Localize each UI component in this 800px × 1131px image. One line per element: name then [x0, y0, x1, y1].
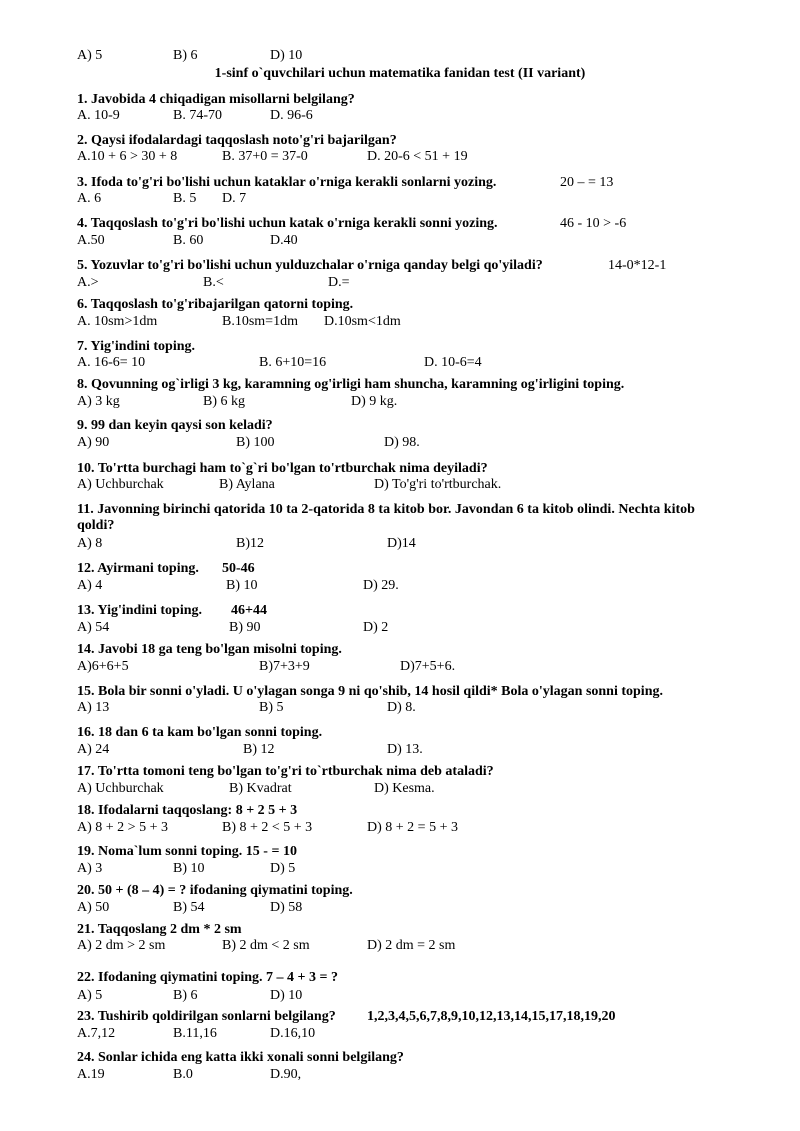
q1-option-a: A. 10-9 [77, 108, 120, 123]
q2-option-b: B. 37+0 = 37-0 [222, 149, 308, 164]
q3-option-a: A. 6 [77, 191, 102, 206]
q10-option-d: D) To'g'ri to'rtburchak. [374, 477, 502, 492]
q11-option-a: A) 8 [77, 536, 103, 551]
question-13: 13. Yig'indini toping. [77, 603, 203, 618]
q20-option-a: A) 50 [77, 900, 110, 915]
q10-option-b: B) Aylana [219, 477, 275, 492]
q14-option-b: B)7+3+9 [259, 659, 310, 674]
q1-option-d: D. 96-6 [270, 108, 313, 123]
q14-option-a: A)6+6+5 [77, 659, 129, 674]
question-1: 1. Javobida 4 chiqadigan misollarni belgilang? [77, 92, 355, 107]
question-16: 16. 18 dan 6 ta kam bo'lgan sonni toping. [77, 725, 323, 740]
q3-option-b: B. 5 [173, 191, 197, 206]
top-option-a: A) 5 [77, 48, 103, 63]
q21-option-d: D) 2 dm = 2 sm [367, 938, 456, 953]
q23-option-d: D.16,10 [270, 1026, 316, 1041]
q10-option-a: A) Uchburchak [77, 477, 164, 492]
q23-sequence: 1,2,3,4,5,6,7,8,9,10,12,13,14,15,17,18,19,20 [367, 1009, 616, 1024]
q13-option-b: B) 90 [229, 620, 261, 635]
q2-option-d: D. 20-6 < 51 + 19 [367, 149, 468, 164]
question-17: 17. To'rtta tomoni teng bo'lgan to'g'ri to`rtburchak nima deb ataladi? [77, 764, 494, 779]
q18-option-a: A) 8 + 2 > 5 + 3 [77, 820, 168, 835]
q7-option-b: B. 6+10=16 [259, 355, 327, 370]
q15-option-d: D) 8. [387, 700, 416, 715]
q12-option-a: A) 4 [77, 578, 103, 593]
q22-option-d: D) 10 [270, 988, 303, 1003]
question-2: 2. Qaysi ifodalardagi taqqoslash noto'g'ri bajarilgan? [77, 133, 397, 148]
q19-option-d: D) 5 [270, 861, 296, 876]
q20-option-b: B) 54 [173, 900, 205, 915]
q17-option-a: A) Uchburchak [77, 781, 164, 796]
q13-option-d: D) 2 [363, 620, 389, 635]
q19-option-b: B) 10 [173, 861, 205, 876]
q1-option-b: B. 74-70 [173, 108, 222, 123]
q5-expression: 14-0*12-1 [608, 258, 667, 273]
q7-option-d: D. 10-6=4 [424, 355, 482, 370]
question-24: 24. Sonlar ichida eng katta ikki xonali sonni belgilang? [77, 1050, 404, 1065]
q14-option-d: D)7+5+6. [400, 659, 456, 674]
q3-option-d: D. 7 [222, 191, 247, 206]
q15-option-b: B) 5 [259, 700, 284, 715]
q8-option-b: B) 6 kg [203, 394, 245, 409]
question-15: 15. Bola bir sonni o'yladi. U o'ylagan songa 9 ni qo'shib, 14 hosil qildi* Bola o'ylagan sonni toping. [77, 684, 663, 699]
question-3: 3. Ifoda to'g'ri bo'lishi uchun kataklar o'rniga kerakli sonlarni yozing. [77, 175, 497, 190]
q19-option-a: A) 3 [77, 861, 103, 876]
q22-option-b: B) 6 [173, 988, 198, 1003]
question-6: 6. Taqqoslash to'g'ribajarilgan qatorni toping. [77, 297, 354, 312]
question-7: 7. Yig'indini toping. [77, 339, 196, 354]
q13-expression: 46+44 [231, 603, 267, 618]
q4-option-a: A.50 [77, 233, 105, 248]
question-8: 8. Qovunning og`irligi 3 kg, karamning og'irligi ham shuncha, karamning og'irligini toping. [77, 377, 625, 392]
q16-option-a: A) 24 [77, 742, 110, 757]
q18-option-b: B) 8 + 2 < 5 + 3 [222, 820, 313, 835]
q20-option-d: D) 58 [270, 900, 303, 915]
q5-option-a: A.> [77, 275, 99, 290]
question-22: 22. Ifodaning qiymatini toping. 7 – 4 + 3 = ? [77, 970, 339, 985]
q5-option-d: D.= [328, 275, 350, 290]
q9-option-b: B) 100 [236, 435, 275, 450]
q8-option-a: A) 3 kg [77, 394, 120, 409]
question-4: 4. Taqqoslash to'g'ri bo'lishi uchun katak o'rniga kerakli sonni yozing. [77, 216, 498, 231]
q17-option-d: D) Kesma. [374, 781, 435, 796]
q24-option-d: D.90, [270, 1067, 302, 1082]
question-18: 18. Ifodalarni taqqoslang: 8 + 2 5 + 3 [77, 803, 298, 818]
q17-option-b: B) Kvadrat [229, 781, 292, 796]
q23-option-a: A.7,12 [77, 1026, 116, 1041]
top-option-d: D) 10 [270, 48, 303, 63]
question-11: 11. Javonning birinchi qatorida 10 ta 2-qatorida 8 ta kitob bor. Javondan 6 ta kitob olindi. Nechta kitob qoldi? [77, 502, 695, 533]
q18-option-d: D) 8 + 2 = 5 + 3 [367, 820, 458, 835]
top-option-b: B) 6 [173, 48, 198, 63]
question-20: 20. 50 + (8 – 4) = ? ifodaning qiymatini toping. [77, 883, 353, 898]
q4-option-d: D.40 [270, 233, 298, 248]
q9-option-d: D) 98. [384, 435, 420, 450]
q21-option-a: A) 2 dm > 2 sm [77, 938, 166, 953]
q12-option-b: B) 10 [226, 578, 258, 593]
q12-expression: 50-46 [222, 561, 255, 576]
question-19: 19. Noma`lum sonni toping. 15 - = 10 [77, 844, 297, 859]
q13-option-a: A) 54 [77, 620, 110, 635]
question-10: 10. To'rtta burchagi ham to`g`ri bo'lgan to'rtburchak nima deyiladi? [77, 461, 488, 476]
q8-option-d: D) 9 kg. [351, 394, 398, 409]
q6-option-d: D.10sm<1dm [324, 314, 401, 329]
q2-option-a: A.10 + 6 > 30 + 8 [77, 149, 178, 164]
q4-expression: 46 - 10 > -6 [560, 216, 627, 231]
q16-option-b: B) 12 [243, 742, 275, 757]
question-14: 14. Javobi 18 ga teng bo'lgan misolni toping. [77, 642, 342, 657]
q6-option-a: A. 10sm>1dm [77, 314, 158, 329]
q11-option-b: B)12 [236, 536, 264, 551]
q12-option-d: D) 29. [363, 578, 399, 593]
q7-option-a: A. 16-6= 10 [77, 355, 146, 370]
question-23: 23. Tushirib qoldirilgan sonlarni belgilang? [77, 1009, 336, 1024]
q6-option-b: B.10sm=1dm [222, 314, 298, 329]
q4-option-b: B. 60 [173, 233, 204, 248]
q3-expression: 20 – = 13 [560, 175, 614, 190]
q24-option-a: A.19 [77, 1067, 105, 1082]
q22-option-a: A) 5 [77, 988, 103, 1003]
q16-option-d: D) 13. [387, 742, 423, 757]
q15-option-a: A) 13 [77, 700, 110, 715]
question-21: 21. Taqqoslang 2 dm * 2 sm [77, 922, 242, 937]
q23-option-b: B.11,16 [173, 1026, 217, 1041]
question-12: 12. Ayirmani toping. [77, 561, 199, 576]
q21-option-b: B) 2 dm < 2 sm [222, 938, 310, 953]
q24-option-b: B.0 [173, 1067, 193, 1082]
q5-option-b: B.< [203, 275, 224, 290]
question-5: 5. Yozuvlar to'g'ri bo'lishi uchun yulduzchalar o'rniga qanday belgi qo'yiladi? [77, 258, 543, 273]
page-title: 1-sinf o`quvchilari uchun matematika fanidan test (II variant) [214, 66, 586, 81]
question-9: 9. 99 dan keyin qaysi son keladi? [77, 418, 273, 433]
q9-option-a: A) 90 [77, 435, 110, 450]
q11-option-d: D)14 [387, 536, 416, 551]
